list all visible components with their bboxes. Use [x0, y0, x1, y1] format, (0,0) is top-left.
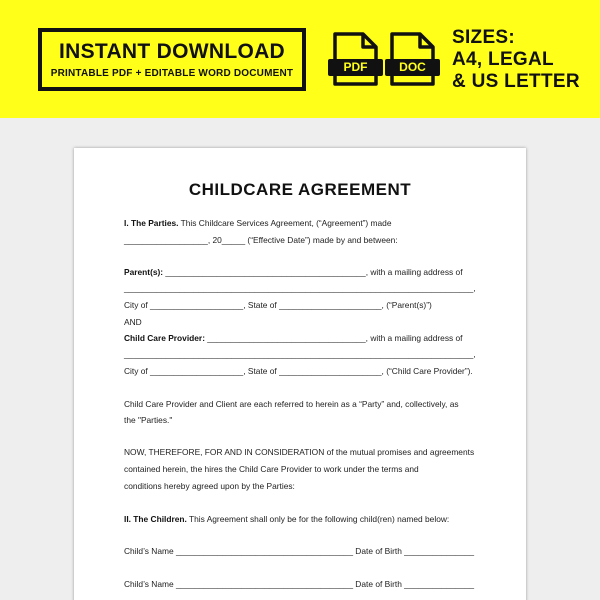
doc-line-effective-date: __________________, 20_____ (“Effective Date”) made by and between: [124, 235, 398, 245]
doc-text: ___________________________________________, with a mailing address of [163, 267, 463, 277]
doc-text: This Childcare Services Agreement, (“Agreement”) made [178, 218, 392, 228]
promo-banner [0, 0, 600, 118]
doc-line-parents [124, 267, 463, 278]
doc-line-consideration-2: contained herein, the hires the Child Care Provider to work under the terms and [124, 464, 419, 474]
doc-line-provider [124, 333, 463, 344]
section-heading-parties: I. The Parties. [124, 218, 179, 228]
instant-download-title: INSTANT DOWNLOAD [58, 40, 286, 63]
doc-line-child-1: Child’s Name ______________________________________ Date of Birth _______________ [124, 546, 475, 556]
doc-line-parties [124, 218, 392, 229]
doc-text: This Agreement shall only be for the following child(ren) named below: [186, 514, 450, 524]
document-title: CHILDCARE AGREEMENT [188, 180, 412, 199]
doc-line-and: AND [124, 317, 142, 327]
section-heading-children: II. The Children. [124, 514, 187, 524]
sizes-line-2: & US LETTER [452, 71, 580, 92]
doc-file-icon [389, 31, 436, 87]
parents-label: Parent(s): [124, 267, 164, 277]
doc-line-consideration-3: conditions hereby agreed upon by the Parties: [124, 481, 295, 491]
doc-line-children [124, 514, 449, 525]
pdf-file-icon [332, 31, 379, 87]
doc-text: __________________________________, with a mailing address of [204, 333, 463, 343]
instant-download-subtitle: PRINTABLE PDF + EDITABLE WORD DOCUMENT [50, 68, 294, 79]
doc-line-child-2: Child’s Name ______________________________________ Date of Birth _______________ [124, 579, 475, 589]
doc-line-parties-def-2: the "Parties." [124, 415, 173, 425]
doc-label: DOC [385, 59, 440, 76]
sizes-heading: SIZES: [452, 27, 516, 48]
doc-line-parent-address: ___________________________________________________________________________, [124, 283, 476, 293]
sizes-info [452, 27, 580, 93]
doc-line-parent-city: City of ____________________, State of ______________________, (“Parent(s)”) [124, 300, 432, 310]
doc-line-provider-address: ___________________________________________________________________________, [124, 349, 476, 359]
instant-download-box [38, 28, 306, 91]
document-page [74, 148, 526, 600]
sizes-line-1: A4, LEGAL [452, 49, 554, 70]
doc-line-parties-def-1: Child Care Provider and Client are each referred to herein as a “Party” and, collectively, as [124, 399, 459, 409]
provider-label: Child Care Provider: [124, 333, 205, 343]
doc-line-provider-city: City of ____________________, State of ______________________, (“Child Care Provider”). [124, 366, 473, 376]
doc-line-consideration-1: NOW, THEREFORE, FOR AND IN CONSIDERATION of the mutual promises and agreements [124, 447, 475, 457]
pdf-label: PDF [328, 59, 383, 76]
